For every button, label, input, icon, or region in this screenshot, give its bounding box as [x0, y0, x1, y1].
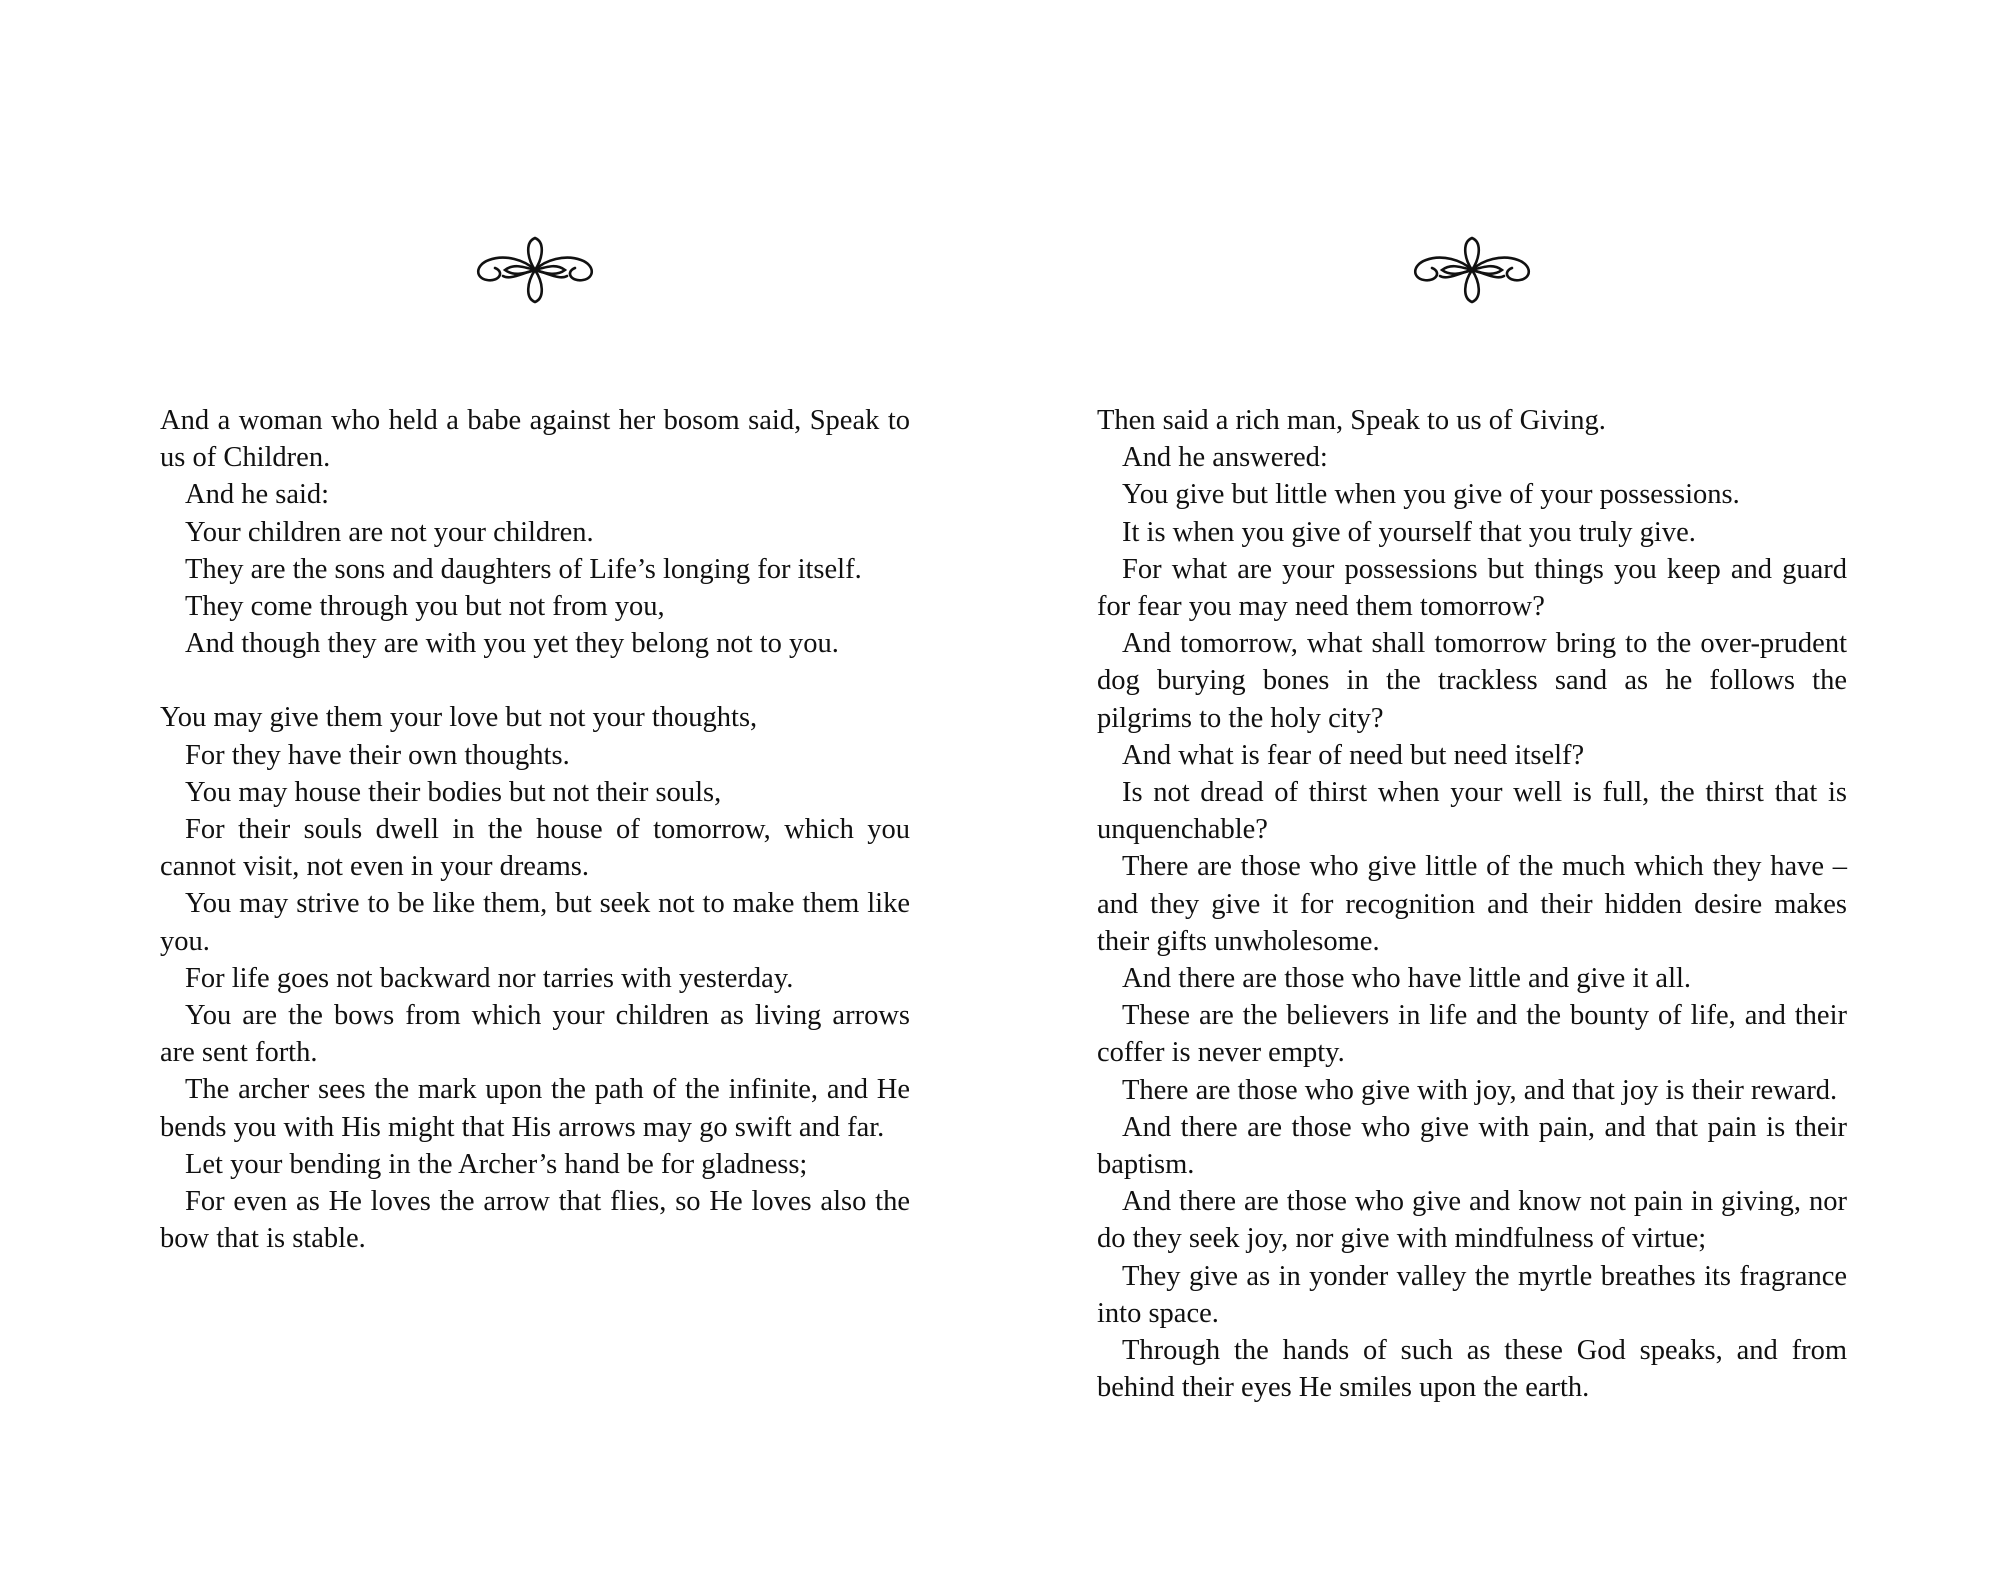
fleuron-ornament-icon [465, 230, 605, 310]
paragraph: They give as in yonder valley the myrtle breathes its fragrance into space. [1097, 1260, 1847, 1329]
paragraph: For life goes not backward nor tarries with yesterday. [185, 962, 794, 994]
paragraph: Through the hands of such as these God speaks, and from behind their eyes He smiles upon the earth. [1097, 1335, 1847, 1404]
paragraph: And tomorrow, what shall tomorrow bring to the over-prudent dog burying bones in the trackless sand as he follows the pilgrims to the holy city? [1097, 628, 1847, 734]
paragraph: You may house their bodies but not their souls, [185, 776, 722, 808]
paragraph: And a woman who held a babe against her bosom said, Speak to us of Children. [160, 405, 910, 474]
paragraph: You may strive to be like them, but seek not to make them like you. [160, 888, 910, 957]
paragraph: You are the bows from which your children as living arrows are sent forth. [160, 1000, 910, 1069]
paragraph: For even as He loves the arrow that flies, so He loves also the bow that is stable. [160, 1186, 910, 1255]
paragraph: They come through you but not from you, [185, 591, 665, 623]
fleuron-ornament-icon [1402, 230, 1542, 310]
right-page-text [1097, 402, 1847, 1406]
paragraph: There are those who give little of the much which they have – and they give it for recognition and their hidden desire makes their gifts unwholesome. [1097, 851, 1847, 957]
paragraph: And though they are with you yet they belong not to you. [185, 628, 839, 660]
paragraph: These are the believers in life and the bounty of life, and their coffer is never empty. [1097, 1000, 1847, 1069]
paragraph: They are the sons and daughters of Life’s longing for itself. [185, 553, 862, 585]
paragraph: For what are your possessions but things you keep and guard for fear you may need them tomorrow? [1097, 553, 1847, 623]
left-page-text [160, 402, 910, 1257]
paragraph: For they have their own thoughts. [185, 739, 570, 771]
paragraph: There are those who give with joy, and that joy is their reward. [1122, 1074, 1838, 1106]
paragraph: And what is fear of need but need itself? [1122, 739, 1585, 771]
paragraph: You may give them your love but not your thoughts, [160, 702, 758, 734]
paragraph: And he said: [185, 479, 330, 511]
paragraph: You give but little when you give of your possessions. [1122, 479, 1740, 511]
paragraph: And there are those who have little and give it all. [1122, 963, 1692, 995]
left-page [160, 0, 910, 1578]
paragraph: The archer sees the mark upon the path of the infinite, and He bends you with His might that His arrows may go swift and far. [160, 1074, 910, 1143]
paragraph: For their souls dwell in the house of tomorrow, which you cannot visit, not even in your dreams. [160, 814, 910, 883]
paragraph: And there are those who give and know not pain in giving, nor do they seek joy, nor give with mindfulness of virtue; [1097, 1186, 1847, 1255]
paragraph: And he answered: [1122, 442, 1328, 474]
paragraph: It is when you give of yourself that you truly give. [1122, 516, 1696, 548]
paragraph: Is not dread of thirst when your well is full, the thirst that is unquenchable? [1097, 777, 1847, 846]
paragraph: Your children are not your children. [185, 516, 594, 548]
right-page [1097, 0, 1847, 1578]
paragraph: Let your bending in the Archer’s hand be for gladness; [185, 1148, 808, 1180]
paragraph: Then said a rich man, Speak to us of Giving. [1097, 405, 1606, 436]
paragraph: And there are those who give with pain, and that pain is their baptism. [1097, 1111, 1847, 1181]
